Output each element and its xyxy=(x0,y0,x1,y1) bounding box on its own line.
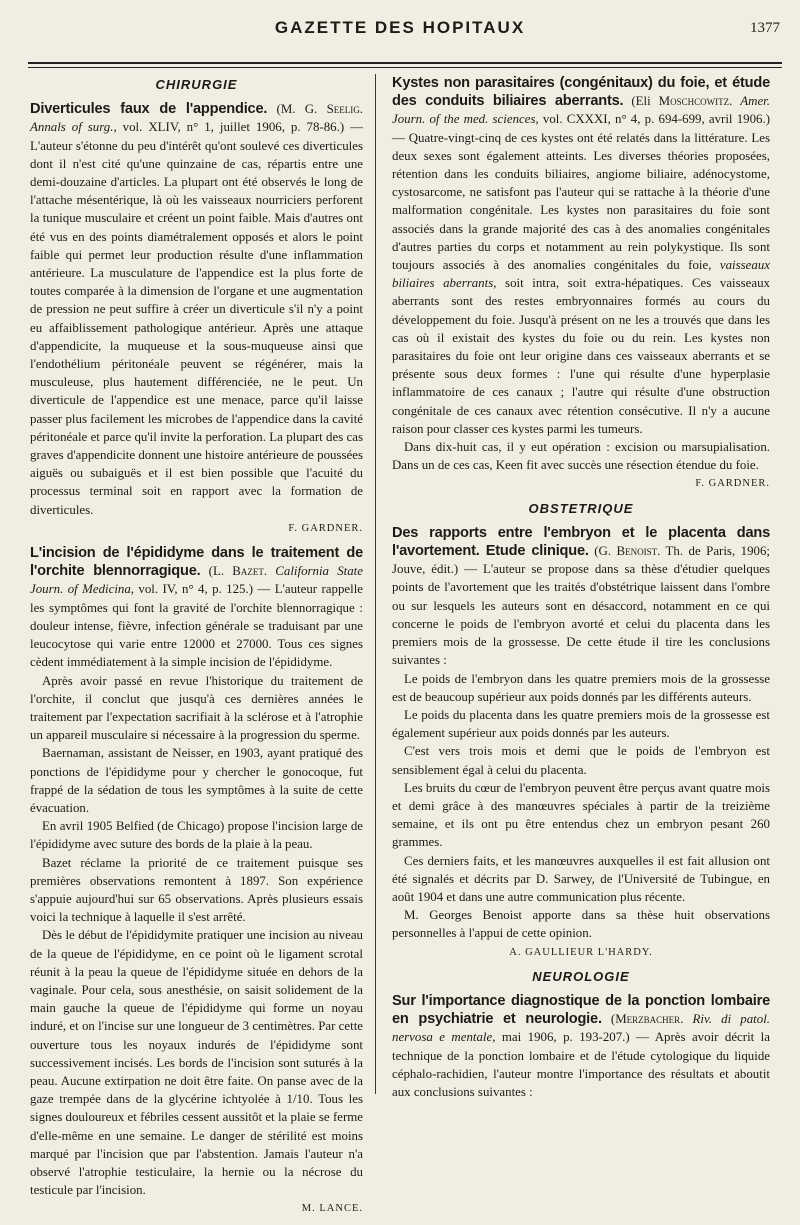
page-number: 1377 xyxy=(750,20,780,36)
article-paragraph xyxy=(392,524,770,670)
article-author: Seelig xyxy=(326,102,360,117)
article-ponction-lombaire xyxy=(392,992,770,1101)
column-divider xyxy=(375,74,376,1094)
left-column xyxy=(30,74,363,1225)
article-ref: . xyxy=(680,1012,693,1027)
article-source: California State Journ. of Medicina xyxy=(30,564,363,597)
article-ref: , vol. IV, n° 4, p. 125.) — xyxy=(130,582,275,597)
article-source: Riv. di patol. nervosa e mentale xyxy=(392,1012,770,1045)
article-text: L'auteur s'étonne du peu d'intérêt qu'ont soulevé ces diverticules dont il n'est cité qu'une quinzaine de cas, répartis entre une demi-douzaine d'articles. La plupart ont été observés le long de l'attache mésentérique, là où les vaisseaux nourriciers perforent la tunique musculaire et créent un point faible. Mais d'autres ont été vus en des points diamétralement opposés et alors le point faible qui permet leur production résulte d'une inflammation antérieure. La musculature de l'appendice est la plus forte de toutes comparée à la dimension de l'organe et une augmentation de pression ne peut suffire à créer un diverticule s'il n'y a point eu affaiblissement pathologique antérieur. Après une attaque d'appendicite, la muqueuse et la sous-muqueuse ainsi que l'endothélium péritonéale peuvent se régénérer, mais la musculeuse, plus hautement différenciée, ne le peut. Un diverticule de l'appendice est une menace, parce qu'il laisse passer plus facilement les microbes de l'appendice dans la cavité péritonéale et parce qu'il invite la perforation. La plupart des cas graves d'appendicite donnent une histoire antérieure de poussées aiguës ou subaiguës et il est bien possible que l'acuité du processus terminal soit en rapport avec la formation de diverticules. xyxy=(30,138,363,517)
journal-title: GAZETTE DES HOPITAUX xyxy=(274,18,526,37)
running-head xyxy=(0,14,800,40)
article-paragraph: M. Georges Benoist apporte dans sa thèse huit observations personnelles à l'appui de cette opinion. xyxy=(392,908,770,941)
article-ref: (M. G. xyxy=(267,102,327,117)
article-ref: (Eli xyxy=(623,94,659,109)
section-heading-obstetrique: OBSTETRIQUE xyxy=(528,500,634,516)
header-double-rule xyxy=(28,62,782,68)
article-ref: . xyxy=(263,564,276,579)
article-ref: . Th. de Paris, 1906; Jouve, édit.) — xyxy=(392,544,770,577)
article-ref: , vol. XLIV, n° 1, juillet 1906, p. 78-86.) — xyxy=(113,120,364,135)
article-paragraph: Le poids de l'embryon dans les quatre premiers mois de la grossesse est de beaucoup supérieur aux poids donnés par les différents auteurs. xyxy=(392,671,770,704)
article-emphasis: vaisseaux biliaires aberrants xyxy=(392,258,770,291)
article-ref: ( xyxy=(601,1012,616,1027)
article-title: Sur l'importance diagnostique de la ponction lombaire en psychiatrie et neurologie. xyxy=(392,992,770,1028)
article-paragraph: Dès le début de l'épididymite pratiquer une incision au niveau de la queue de l'épididyme, en ce point où le ligament scrotal réunit à la peau la queue de l'épididyme située en dehors de la vaginale. Pour cela, sous anesthésie, on saisit solidement de la main gauche la queue de l'épididyme qui forme un noyau induré, et on l'incise sur une longueur de 3 centimètres. Par cette ouverture tous les noyaux indurés de l'épididyme sont successivement incisés. Les bords de l'incision sont suturés à la peau. Aucune extirpation ne doit être faite. On panse avec de la gaze trempée dans de la glycérine ichtyolée à 1/10. Tous les signes douloureux et fébriles cessent aussitôt et la plaie se ferme d'elle-même en une semaine. Le danger de stérilité est moins marqué par l'incision que par l'abstention. Jamais l'auteur n'a observé l'atrophie testiculaire, la hernie ou la nécrose du testicule par l'incision. xyxy=(30,928,363,1198)
article-text: , soit intra, soit extra-hépatiques. Ces vaisseaux aberrants sont des restes embryonnaires formés au cours du développement du foie. Jusqu'à présent on ne les a trouvés que dans les cas où il existait des kystes du foie ou du rein. Les kystes non parasitaires du foie ont leur origine dans ces vaisseaux aberrants et se présente sous deux formes : l'une qui résulte d'une hyperplasie inflammatoire de ces canaux ; l'autre qui résulte d'une obstruction congénitale de ces canaux avec rétention consécutive. Il n'y a aucune raison pour classer ces kystes parmi les tumeurs. xyxy=(392,276,770,436)
article-author: Bazet xyxy=(232,564,264,579)
article-text: L'auteur se propose dans sa thèse d'étudier quelques points de l'avortement que les traités d'obstétrique laissent dans l'ombre ou sur lesquels les auteurs sont en désaccord, notamment en ce qui concerne le poids de l'embryon avorté et celui du placenta dans les premiers mois de la grossesse. De cette étude il tire les conclusions suivantes : xyxy=(392,562,770,668)
article-paragraph: Dans dix-huit cas, il y eut opération : excision ou marsupialisation. Dans un de ces cas, Keen fit avec succès une résection étendue du foie. xyxy=(392,440,770,473)
article-diverticules xyxy=(30,100,363,538)
article-title: Kystes non parasitaires (congénitaux) du foie, et étude des conduits biliaires aberrants. xyxy=(392,75,770,110)
article-signature: M. LANCE. xyxy=(301,1203,363,1215)
article-embryon-placenta xyxy=(392,524,770,962)
article-paragraph: Le poids du placenta dans les quatre premiers mois de la grossesse est également supérieur aux poids donnés par les auteurs. xyxy=(392,707,770,741)
article-ref: , mai 1906, p. 193-207.) — xyxy=(492,1030,655,1045)
section-heading-chirurgie: CHIRURGIE xyxy=(155,77,238,92)
article-ref: (L. xyxy=(200,564,233,579)
article-source: Amer. Journ. of the med. sciences xyxy=(392,94,770,127)
article-source: Annals of surg. xyxy=(30,120,114,135)
article-paragraph: Les bruits du cœur de l'embryon peuvent être perçus avant quatre mois et demi grâce à des manœuvres spéciales à partir de la treizième semaine, et ils ont pu être entendus chez un embryon pesant 260 grammes. xyxy=(392,780,770,850)
article-ref: (G. xyxy=(588,544,617,559)
article-orchite xyxy=(30,544,363,1219)
article-text: Quatre-vingt-cinq de ces kystes ont été relatés dans la littérature. Les deux sexes sont également atteints. Les diverses théories proposées, rétention dans les conduits biliaires, angiome biliaire, adénocystome, cystosarcome, ne satisfont pas l'auteur qui se rattache à la théorie d'une malformation congénitale. Les kystes non parasitaires du foie sont associés dans la grande majorité des cas à des anomalies congénitales d'autres parties du corps et notamment au rein polykystique. Ils sont toujours associés à des anomalies congénitales du foie, xyxy=(392,130,770,273)
article-title: L'incision de l'épididyme dans le traitement de l'orchite blennorragique. xyxy=(30,545,363,580)
article-paragraph: C'est vers trois mois et demi que le poids de l'embryon est sensiblement égal à celui du placenta. xyxy=(392,744,770,777)
article-signature: F. GARDNER. xyxy=(288,522,363,534)
article-paragraph: En avril 1905 Belfied (de Chicago) propose l'incision large de l'épididyme avec suture des bords de la plaie à la peau. xyxy=(30,819,363,852)
article-paragraph xyxy=(392,992,770,1101)
article-paragraph xyxy=(30,100,363,519)
article-ref: , vol. CXXXI, n° 4, p. 694-699, avril 1906.) — xyxy=(392,112,770,145)
article-title: Des rapports entre l'embryon et le placenta dans l'avortement. Etude clinique. xyxy=(392,524,770,560)
article-signature: F. GARDNER. xyxy=(695,478,770,490)
article-paragraph xyxy=(30,544,363,671)
article-ref: . xyxy=(359,102,363,117)
section-heading-neurologie: NEUROLOGIE xyxy=(532,968,630,984)
article-signature: A. GAULLIEUR L'HARDY. xyxy=(509,946,653,958)
article-paragraph: Après avoir passé en revue l'historique du traitement de l'orchite, il conclut que jusqu'à ces dernières années le traitement par l'expectation sacrifiait à la sclérose et à l'atrophie un appareil musculaire si nécessaire à la progression du sperme. xyxy=(30,673,363,743)
article-text: L'auteur rappelle les symptômes qui font la gravité de l'orchite blennorragique : douleur intense, fièvre, infection générale se traduisant par une leucocytose qui varie entre 12000 et 27000. Tous ces signes cèdent immédiatement à la simple incision de l'épididyme. xyxy=(30,582,363,670)
article-title: Diverticules faux de l'appendice. xyxy=(30,101,268,118)
article-paragraph: Baernaman, assistant de Neisser, en 1903, ayant pratiqué des ponctions de l'épididyme pour y chercher le gonocoque, fut frappé de la sédation de tous les symptômes à la suite de cette évacuation. xyxy=(30,746,363,815)
article-author: Benoist xyxy=(616,544,658,559)
article-author: Moschcowitz xyxy=(658,94,730,109)
article-text: Après avoir décrit la technique de la ponction lombaire et de l'étude cytologique du liquide céphalo-rachidien, l'auteur montre l'importance des résultats et aboutit aux conclusions suivantes : xyxy=(392,1030,770,1099)
article-author: Merzbacher xyxy=(615,1012,681,1027)
article-ref: . xyxy=(729,94,741,109)
article-paragraph: Bazet réclame la priorité de ce traitement puisque ses premières observations remontent à 1897. Son expérience s'appuie aujourd'hui sur 65 observations. Après plusieurs essais voici la technique à laquelle il s'est arrêté. xyxy=(30,855,363,925)
article-kystes xyxy=(392,74,770,494)
right-column xyxy=(392,74,770,1107)
article-paragraph xyxy=(392,74,770,438)
article-paragraph: Ces derniers faits, et les manœuvres auxquelles il est fait allusion ont été signalés et décrits par D. Sarwey, de l'Université de Tubingue, en août 1904 et dans une autre communication plus récente. xyxy=(392,853,770,904)
